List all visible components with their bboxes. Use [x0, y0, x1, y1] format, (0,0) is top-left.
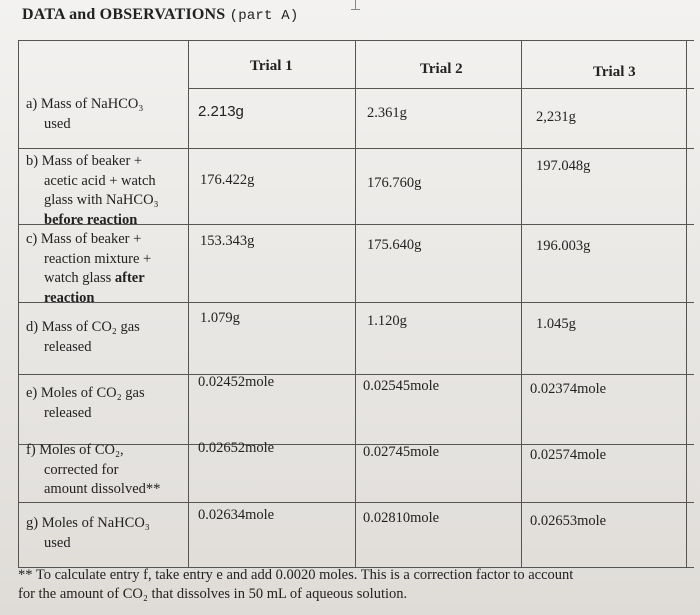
- col-header-trial-3: Trial 3: [593, 64, 636, 80]
- row-label-b-line4: before reaction: [44, 211, 138, 228]
- col-header-trial-2: Trial 2: [420, 61, 463, 77]
- cell-f-trial-2: 0.02745mole: [363, 444, 440, 460]
- col-rule-2: [355, 40, 356, 568]
- cell-b-trial-3: 197.048g: [536, 158, 591, 174]
- row-label-f-line3: amount dissolved**: [44, 481, 161, 497]
- row-label-a-line1: a) Mass of NaHCO₃: [26, 96, 144, 112]
- row-label-c-line1: c) Mass of beaker +: [26, 231, 142, 247]
- cell-a-trial-1: 2.213g: [198, 103, 244, 120]
- cell-d-trial-2: 1.120g: [367, 313, 407, 329]
- observations-table: [18, 40, 694, 568]
- cell-f-trial-3: 0.02574mole: [530, 447, 607, 463]
- row-label-b-line3: glass with NaHCO₃: [44, 192, 159, 208]
- cell-d-trial-3: 1.045g: [536, 316, 576, 332]
- row-label-c-line4: reaction: [44, 289, 95, 306]
- cell-c-trial-2: 175.640g: [367, 237, 422, 253]
- cell-f-trial-1: 0.02652mole: [198, 440, 275, 456]
- row-rule-a: [18, 148, 694, 149]
- col-header-trial-1: Trial 1: [250, 58, 293, 74]
- row-label-d: [26, 318, 140, 357]
- cell-c-trial-3: 196.003g: [536, 238, 591, 254]
- title-part: (part A): [229, 8, 299, 24]
- row-label-b: [26, 152, 159, 230]
- page-title: [22, 6, 298, 24]
- table-border-top: [18, 40, 694, 41]
- cell-g-trial-3: 0.02653mole: [530, 513, 607, 529]
- col-rule-1: [188, 40, 189, 568]
- row-label-d-line1: d) Mass of CO₂ gas: [26, 319, 140, 335]
- row-label-c-line2: reaction mixture +: [44, 250, 152, 267]
- row-rule-f: [18, 502, 694, 503]
- row-label-c-line3-bold: after: [114, 270, 145, 286]
- row-label-e-line1: e) Moles of CO₂ gas: [26, 385, 145, 401]
- row-label-d-line2: released: [44, 338, 92, 355]
- cell-a-trial-2: 2.361g: [367, 105, 407, 121]
- row-label-f-line1: f) Moles of CO₂,: [26, 442, 124, 458]
- row-label-a-line2: used: [44, 115, 71, 132]
- cell-b-trial-1: 176.422g: [200, 172, 255, 188]
- cell-e-trial-3: 0.02374mole: [530, 381, 607, 397]
- row-label-e: [26, 384, 145, 423]
- cell-a-trial-3: 2,231g: [536, 109, 576, 125]
- row-label-b-line2: acetic acid + watch: [44, 172, 156, 189]
- cell-d-trial-1: 1.079g: [200, 310, 240, 326]
- row-label-g-line2: used: [44, 534, 71, 551]
- title-text: DATA and OBSERVATIONS: [22, 6, 226, 23]
- cell-b-trial-2: 176.760g: [367, 175, 422, 191]
- cell-g-trial-2: 0.02810mole: [363, 510, 440, 526]
- row-rule-d: [18, 374, 694, 375]
- cell-g-trial-1: 0.02634mole: [198, 507, 275, 523]
- row-label-a: [26, 95, 143, 134]
- cell-c-trial-1: 153.343g: [200, 233, 255, 249]
- row-label-b-line1: b) Mass of beaker +: [26, 153, 143, 169]
- footnote-line-1: ** To calculate entry f, take entry e and add 0.0020 moles. This is a correction factor to account: [18, 567, 574, 583]
- row-label-e-line2: released: [44, 404, 92, 421]
- header-rule: [188, 88, 694, 89]
- cell-e-trial-2: 0.02545mole: [363, 378, 440, 394]
- row-label-c: [26, 230, 151, 308]
- table-border-right: [686, 40, 687, 568]
- row-label-g-line1: g) Moles of NaHCO₃: [26, 515, 150, 531]
- text-cursor-mark: [355, 0, 356, 10]
- row-label-g: [26, 514, 150, 553]
- row-label-f: [26, 441, 160, 500]
- row-label-f-line2: corrected for: [44, 461, 119, 478]
- table-border-left: [18, 40, 19, 568]
- footnote: [18, 566, 688, 604]
- col-rule-3: [521, 40, 522, 568]
- footnote-line-2: for the amount of CO₂ that dissolves in 50 mL of aqueous solution.: [18, 586, 408, 602]
- row-label-c-line3: watch glass: [44, 270, 115, 286]
- cell-e-trial-1: 0.02452mole: [198, 374, 275, 390]
